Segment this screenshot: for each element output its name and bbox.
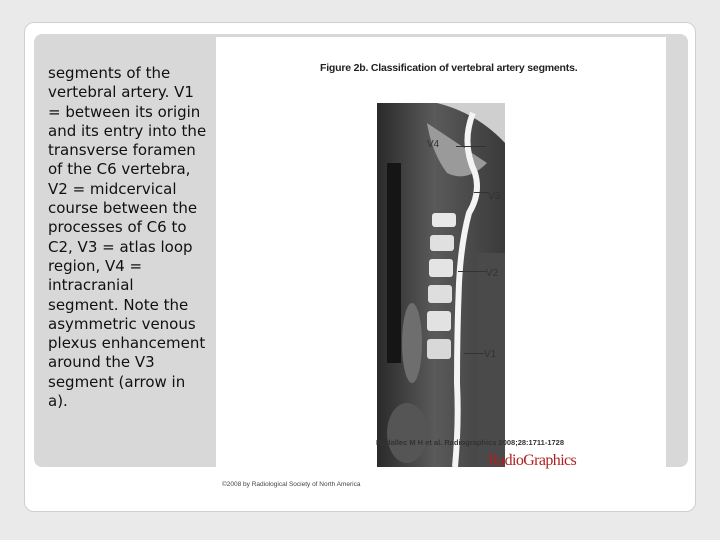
figure-title: Figure 2b. Classification of vertebral artery segments.: [320, 62, 578, 74]
journal-logo: RadioGraphics: [488, 452, 577, 469]
v1-leader-line: [464, 353, 484, 354]
v1-label: V1: [484, 349, 497, 360]
v4-label: V4: [427, 139, 440, 150]
figure-panel: [216, 37, 666, 492]
ct-scan-illustration: [377, 103, 505, 467]
v2-label: V2: [486, 268, 499, 279]
v3-leader-line: [474, 192, 488, 193]
figure-citation: Rodallec M H et al. Radiographics 2008;28:1711-1728: [376, 438, 565, 447]
v4-leader-line: [456, 146, 486, 147]
caption-text: segments of the vertebral artery. V1 = between its origin and its entry into the transverse foramen of the C6 vertebra, V2 = midcervical course between the processes of C6 to C2, V3 = atlas loop region, V4 = intracranial segment. Note the asymmetric venous plexus enhancement around the V3 segment (arrow in a).: [48, 64, 207, 411]
ct-angiogram-image: [377, 103, 505, 467]
v2-leader-line: [458, 271, 486, 272]
v3-label: V3: [488, 191, 501, 202]
copyright-notice: ©2008 by Radiological Society of North America: [222, 481, 361, 488]
